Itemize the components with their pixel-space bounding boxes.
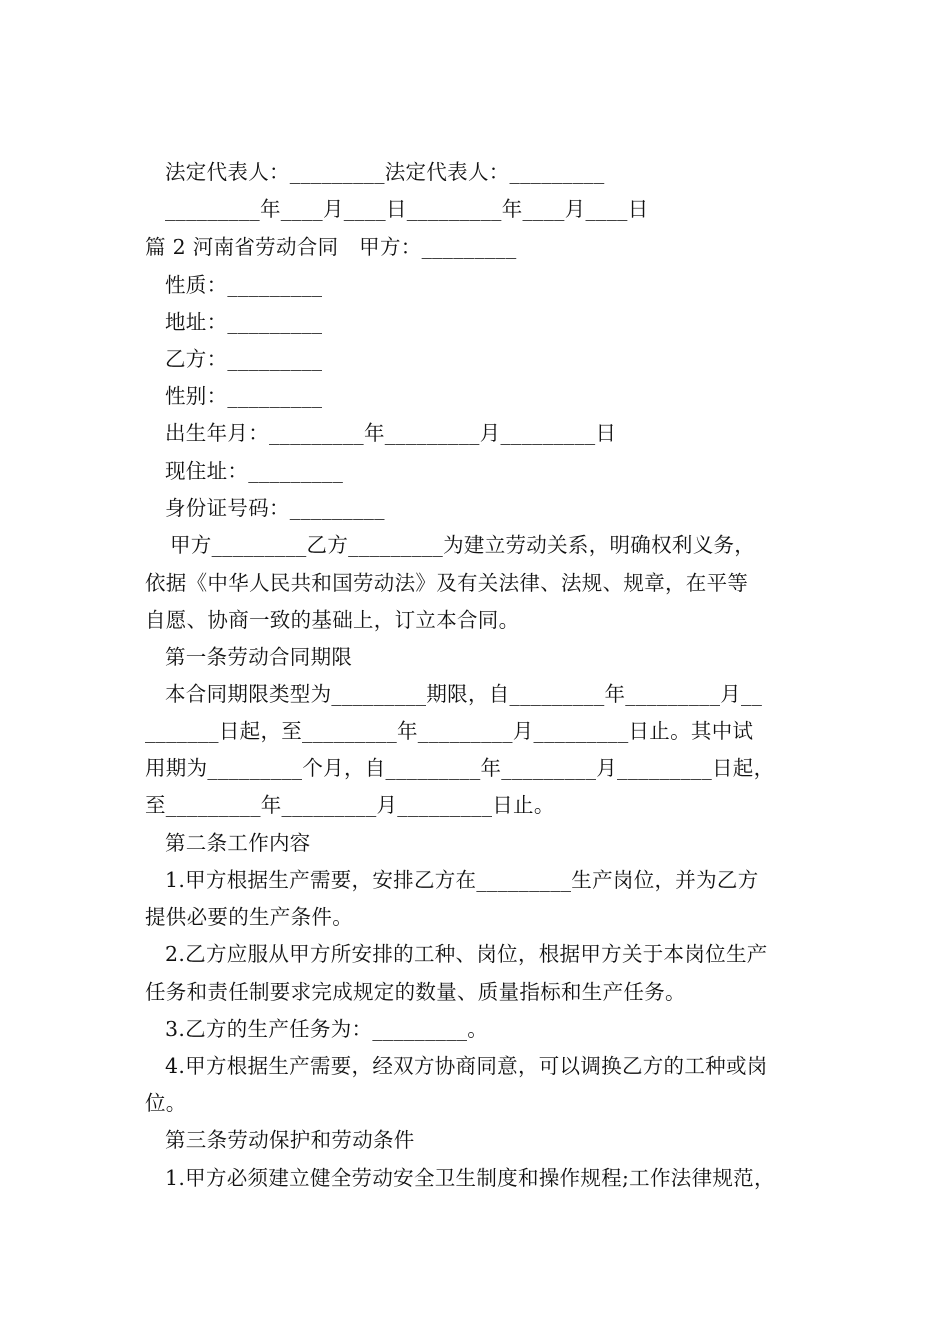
article-2-item-4-line-1: 4.甲方根据生产需要，经双方协商同意，可以调换乙方的工种或岗 bbox=[165, 1054, 768, 1078]
field-gender: 性别：_________ bbox=[165, 384, 323, 408]
article-1-line-3: 用期为_________个月，自_________年_________月_________日起， bbox=[145, 756, 775, 780]
preamble-line-2: 依据《中华人民共和国劳动法》及有关法律、法规、规章，在平等 bbox=[145, 571, 749, 595]
article-2-item-2-line-1: 2.乙方应服从甲方所安排的工种、岗位，根据甲方关于本岗位生产 bbox=[165, 942, 768, 966]
article-2-heading: 第二条工作内容 bbox=[165, 831, 311, 855]
field-current-address: 现住址：_________ bbox=[165, 459, 344, 483]
section-heading-party-a: 篇 2 河南省劳动合同 甲方：_________ bbox=[145, 235, 517, 259]
signature-date-line: _________年____月____日_________年____月____日 bbox=[165, 197, 649, 221]
field-id-number: 身份证号码：_________ bbox=[165, 496, 385, 520]
field-birth-date: 出生年月：_________年_________月_________日 bbox=[165, 421, 617, 445]
article-1-line-2: _______日起，至_________年_________月_________日止。其中试 bbox=[145, 719, 754, 743]
legal-representative-line: 法定代表人：_________法定代表人：_________ bbox=[165, 160, 605, 184]
article-2-item-1-line-1: 1.甲方根据生产需要，安排乙方在_________生产岗位，并为乙方 bbox=[165, 868, 759, 892]
article-3-item-1-line-1: 1.甲方必须建立健全劳动安全卫生制度和操作规程;工作法律规范， bbox=[165, 1166, 775, 1190]
field-party-b: 乙方：_________ bbox=[165, 347, 323, 371]
field-nature: 性质：_________ bbox=[165, 273, 323, 297]
preamble-line-3: 自愿、协商一致的基础上，订立本合同。 bbox=[145, 608, 520, 632]
article-3-heading: 第三条劳动保护和劳动条件 bbox=[165, 1128, 415, 1152]
article-1-line-4: 至_________年_________月_________日止。 bbox=[145, 793, 555, 817]
field-address: 地址：_________ bbox=[165, 310, 323, 334]
article-2-item-1-line-2: 提供必要的生产条件。 bbox=[145, 905, 353, 929]
preamble-line-1: 甲方_________乙方_________为建立劳动关系，明确权利义务， bbox=[170, 533, 756, 557]
article-2-item-3: 3.乙方的生产任务为：_________。 bbox=[165, 1017, 489, 1041]
article-2-item-4-line-2: 位。 bbox=[145, 1091, 187, 1115]
article-1-line-1: 本合同期限类型为_________期限，自_________年_________月__ bbox=[165, 682, 763, 706]
article-2-item-2-line-2: 任务和责任制要求完成规定的数量、质量指标和生产任务。 bbox=[145, 980, 686, 1004]
article-1-heading: 第一条劳动合同期限 bbox=[165, 645, 353, 669]
